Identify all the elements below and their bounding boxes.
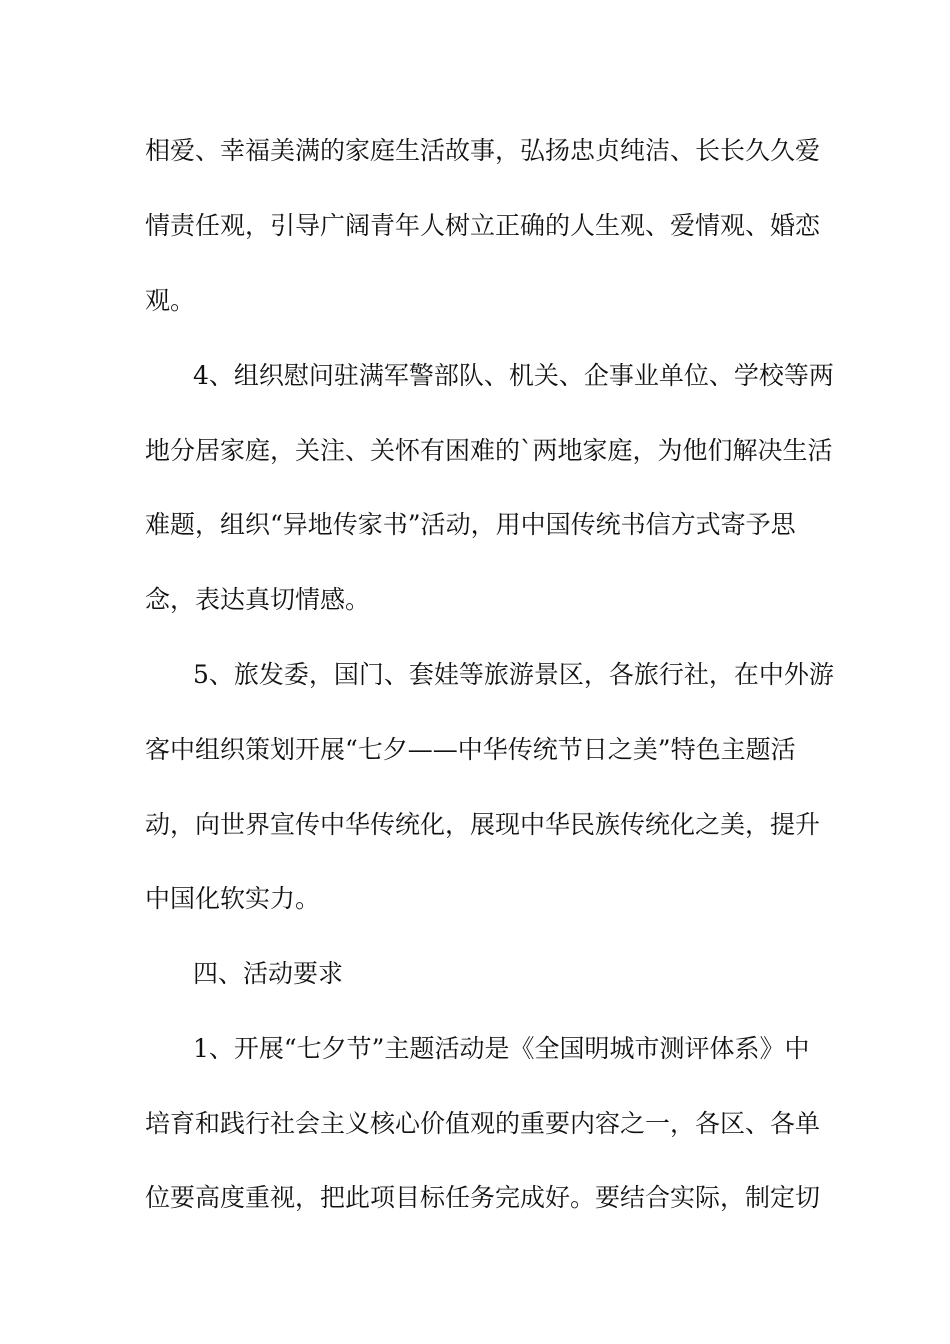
- paragraph-start-line: 4、组织慰问驻满军警部队、机关、企事业单位、学校等两: [193, 361, 834, 390]
- text-line: 地分居家庭，关注、关怀有困难的`两地家庭，为他们解决生活: [145, 436, 833, 465]
- text-line: 相爱、幸福美满的家庭生活故事，弘扬忠贞纯洁、长长久久爱: [145, 136, 821, 165]
- text-line: 客中组织策划开展“七夕——中华传统节日之美”特色主题活: [145, 735, 796, 764]
- text-line: 难题，组织“异地传家书”活动，用中国传统书信方式寄予思: [145, 510, 796, 539]
- text-line: 中国化软实力。: [145, 884, 321, 913]
- text-line: 位要高度重视，把此项目标任务完成好。要结合实际，制定切: [145, 1183, 821, 1212]
- text-line: 培育和践行社会主义核心价值观的重要内容之一，各区、各单: [145, 1109, 821, 1138]
- text-line: 情责任观，引导广阔青年人树立正确的人生观、爱情观、婚恋: [145, 211, 821, 240]
- text-line: 动，向世界宣传中华传统化，展现中华民族传统化之美，提升: [145, 810, 821, 839]
- paragraph-start-line: 5、旅发委，国门、套娃等旅游景区，各旅行社，在中外游: [193, 660, 834, 689]
- text-line: 观。: [145, 286, 196, 315]
- section-heading: 四、活动要求: [193, 959, 344, 988]
- paragraph-start-line: 1、开展“七夕节”主题活动是《全国明城市测评体系》中: [193, 1034, 810, 1063]
- text-line: 念，表达真切情感。: [145, 585, 371, 614]
